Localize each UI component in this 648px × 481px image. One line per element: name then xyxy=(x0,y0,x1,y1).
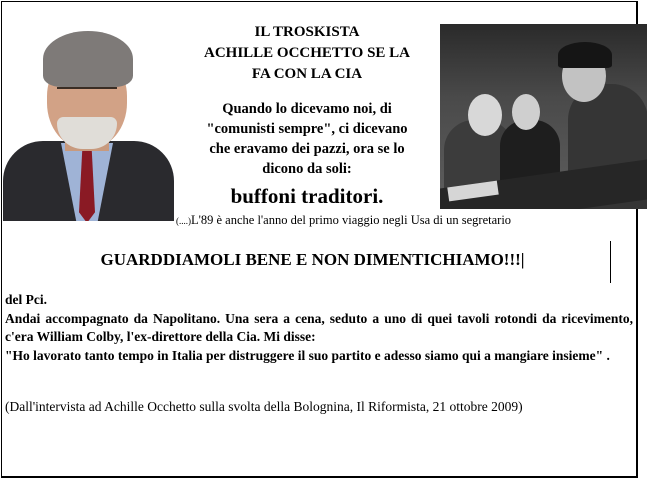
group-photo xyxy=(440,24,647,209)
article-line: Andai accompagnato da Napolitano. Una sera a cena, seduto a uno di quei tavoli rotondi da ricevimento, c'era William Colby, l'ex-direttore della Cia. Mi disse: xyxy=(5,310,633,344)
article-body xyxy=(5,291,633,365)
callout-banner: GUARDDIAMOLI BENE E NON DIMENTICHIAMO!!!| xyxy=(1,241,611,283)
article-snippet xyxy=(176,213,638,228)
insult-text: buffoni traditori. xyxy=(230,184,384,208)
article-quote: "Ho lavorato tanto tempo in Italia per distruggere il suo partito e adesso siamo qui a mangiare insieme" . xyxy=(5,347,610,363)
quote-text: Quando lo dicevamo noi, di "comunisti sempre", ci dicevano che eravamo dei pazzi, ora se lo dicono da soli: xyxy=(206,101,408,177)
portrait-photo xyxy=(3,23,174,221)
headline: IL TROSKISTA ACHILLE OCCHETTO SE LA FA CON LA CIA xyxy=(203,24,411,82)
ellipsis: (....) xyxy=(176,216,191,226)
article-line: del Pci. xyxy=(5,292,47,307)
source-citation: (Dall'intervista ad Achille Occhetto sulla svolta della Bolognina, Il Riformista, 21 ottobre 2009) xyxy=(5,399,523,414)
snippet-text: L'89 è anche l'anno del primo viaggio negli Usa di un segretario xyxy=(191,213,512,227)
